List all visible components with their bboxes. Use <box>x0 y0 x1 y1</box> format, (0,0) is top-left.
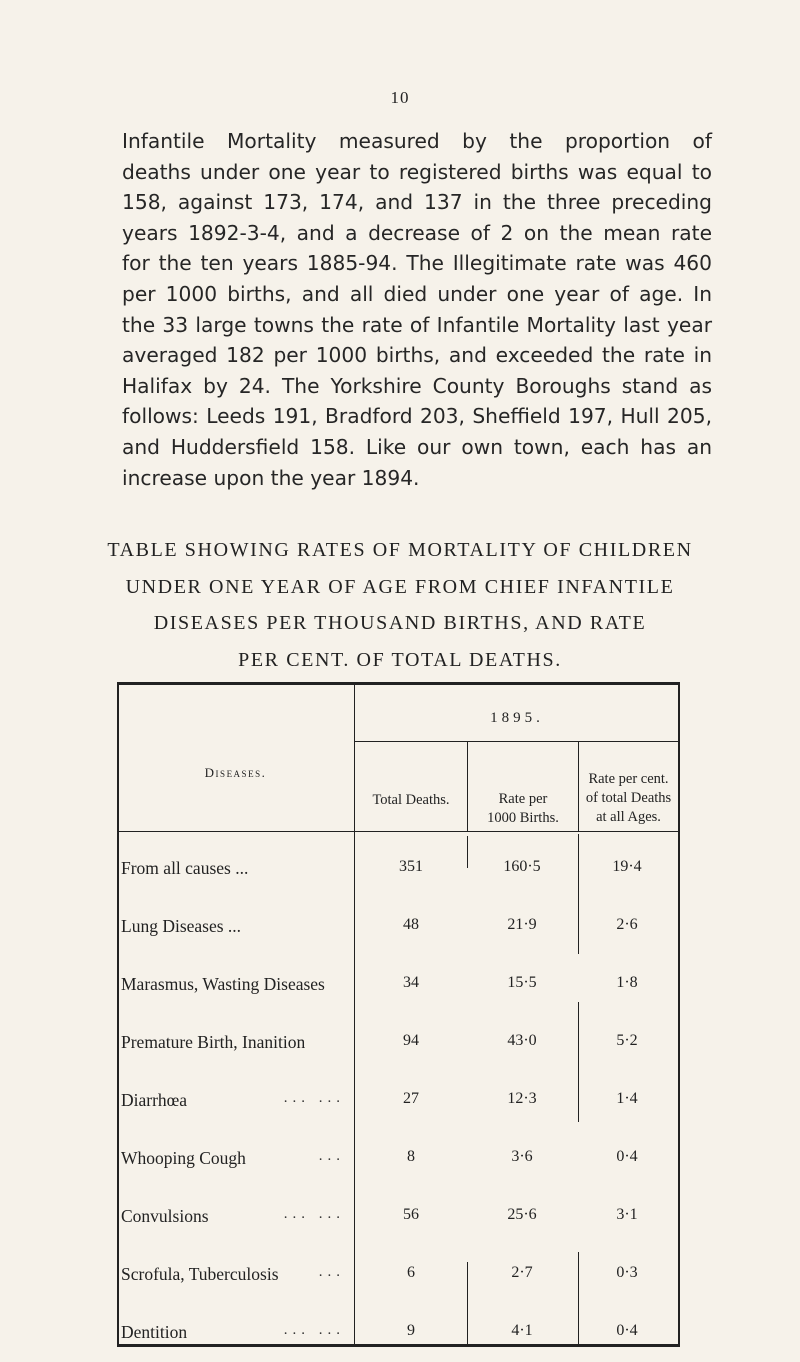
table-border-left <box>117 682 119 1347</box>
header-line: Rate per <box>498 791 548 807</box>
leader-dots: ... ... <box>283 1090 345 1106</box>
disease-label: Diarrhœa <box>121 1090 191 1110</box>
table-border-top <box>117 682 680 685</box>
disease-label: From all causes ... <box>121 858 252 878</box>
table-row <box>117 1090 680 1130</box>
disease-name <box>121 1148 345 1169</box>
disease-label: Scrofula, Tuberculosis <box>121 1264 283 1284</box>
disease-name <box>121 916 345 937</box>
page-number: 10 <box>390 88 410 107</box>
paragraph-line: 158, against 173, 174, and 137 in the three preceding <box>122 190 712 215</box>
total-deaths-header <box>355 791 467 810</box>
total-deaths-cell: 351 <box>399 858 423 875</box>
table-row <box>117 1032 680 1072</box>
table-title-line: UNDER ONE YEAR OF AGE FROM CHIEF INFANTILE <box>125 575 675 598</box>
table-row <box>117 858 680 898</box>
disease-label: Premature Birth, Inanition <box>121 1032 309 1052</box>
paragraph-line: for the ten years 1885-94. The Illegitimate rate was 460 <box>122 251 712 276</box>
diseases-header: Diseases. <box>204 765 267 780</box>
header-line: of total Deaths <box>585 790 672 806</box>
rate-per-1000-cell: 160·5 <box>503 858 541 875</box>
paragraph-line: Infantile Mortality measured by the proportion of <box>122 129 712 153</box>
rate-per-1000-cell: 3·6 <box>511 1148 533 1165</box>
table-title-line: DISEASES PER THOUSAND BIRTHS, AND RATE <box>153 612 647 634</box>
year-underline <box>355 741 678 742</box>
paragraph-line: follows: Leeds 191, Bradford 203, Sheffield 197, Hull 205, <box>122 404 712 429</box>
table-title-line: TABLE SHOWING RATES OF MORTALITY OF CHILDREN <box>107 539 693 561</box>
rate-per-1000-cell: 25·6 <box>507 1206 537 1223</box>
table-row <box>117 974 680 1014</box>
rate-per-1000-cell: 21·9 <box>507 916 537 933</box>
total-deaths-cell: 48 <box>403 916 419 933</box>
paragraph-line: and Huddersfield 158. Like our own town, each has an <box>122 434 712 459</box>
disease-name <box>121 1206 345 1227</box>
paragraph-line: Halifax by 24. The Yorkshire County Boroughs stand as <box>122 373 712 398</box>
paragraph-line: years 1892-3-4, and a decrease of 2 on the mean rate <box>122 220 712 245</box>
disease-name <box>121 974 345 995</box>
leader-dots: ... ... <box>283 1206 345 1222</box>
paragraph-line: averaged 182 per 1000 births, and exceeded the rate in <box>122 343 712 368</box>
rate-per-cent-cell: 3·1 <box>616 1206 638 1223</box>
rate-per-1000-cell: 43·0 <box>507 1032 537 1049</box>
total-deaths-cell: 56 <box>403 1206 419 1223</box>
paragraph-line: the 33 large towns the rate of Infantile Mortality last year <box>122 312 712 337</box>
header-line: Total Deaths. <box>372 792 450 808</box>
disease-name <box>121 1264 345 1285</box>
total-deaths-cell: 34 <box>403 974 419 991</box>
table-row <box>117 1322 680 1362</box>
rate-per-cent-cell: 2·6 <box>616 916 638 933</box>
rate-per-1000-cell: 15·5 <box>507 974 537 991</box>
rate-per-1000-cell: 2·7 <box>511 1264 533 1281</box>
paragraph-line: per 1000 births, and all died under one year of age. In <box>122 281 712 306</box>
table-row <box>117 916 680 956</box>
table-row <box>117 1206 680 1246</box>
disease-name <box>121 1322 345 1343</box>
header-divider <box>117 831 680 832</box>
rate-per-cent-cell: 0·3 <box>616 1264 638 1281</box>
disease-name <box>121 1090 345 1111</box>
rate-per-1000-header <box>468 790 578 828</box>
total-deaths-cell: 6 <box>407 1264 415 1281</box>
disease-name <box>121 1032 345 1053</box>
rate-per-cent-cell: 19·4 <box>612 858 642 875</box>
disease-label: Convulsions <box>121 1206 213 1226</box>
rate-per-cent-cell: 1·8 <box>616 974 638 991</box>
rate-per-cent-cell: 0·4 <box>616 1322 638 1339</box>
paragraph-line: deaths under one year to registered births was equal to <box>122 159 712 184</box>
table-title <box>0 532 800 678</box>
year-header: 1895. <box>490 710 544 726</box>
leader-dots: ... ... <box>283 1322 345 1338</box>
table-border-right <box>678 682 680 1347</box>
rate-per-cent-cell: 1·4 <box>616 1090 638 1107</box>
body-paragraph <box>122 126 712 493</box>
disease-label: Marasmus, Wasting Diseases <box>121 974 329 994</box>
table-row <box>117 1148 680 1188</box>
rate-per-cent-cell: 0·4 <box>616 1148 638 1165</box>
mortality-table <box>117 682 680 1347</box>
table-title-line: PER CENT. OF TOTAL DEATHS. <box>238 648 562 671</box>
header-line: Rate per cent. <box>588 771 669 787</box>
disease-label: Lung Diseases ... <box>121 916 245 936</box>
disease-label: Dentition <box>121 1322 191 1342</box>
rate-per-1000-cell: 4·1 <box>511 1322 533 1339</box>
disease-label: Whooping Cough <box>121 1148 250 1168</box>
leader-dots: ... <box>318 1264 345 1280</box>
rate-per-cent-cell: 5·2 <box>616 1032 638 1049</box>
table-row <box>117 1264 680 1304</box>
total-deaths-cell: 9 <box>407 1322 415 1339</box>
rate-per-1000-cell: 12·3 <box>507 1090 537 1107</box>
rate-per-cent-header <box>579 770 678 827</box>
total-deaths-cell: 8 <box>407 1148 415 1165</box>
header-line: at all Ages. <box>596 809 661 825</box>
disease-name <box>121 858 345 879</box>
column-divider <box>354 682 355 1347</box>
paragraph-line: increase upon the year 1894. <box>122 465 420 490</box>
header-line: 1000 Births. <box>487 810 559 826</box>
leader-dots: ... <box>318 1148 345 1164</box>
total-deaths-cell: 27 <box>403 1090 419 1107</box>
total-deaths-cell: 94 <box>403 1032 419 1049</box>
